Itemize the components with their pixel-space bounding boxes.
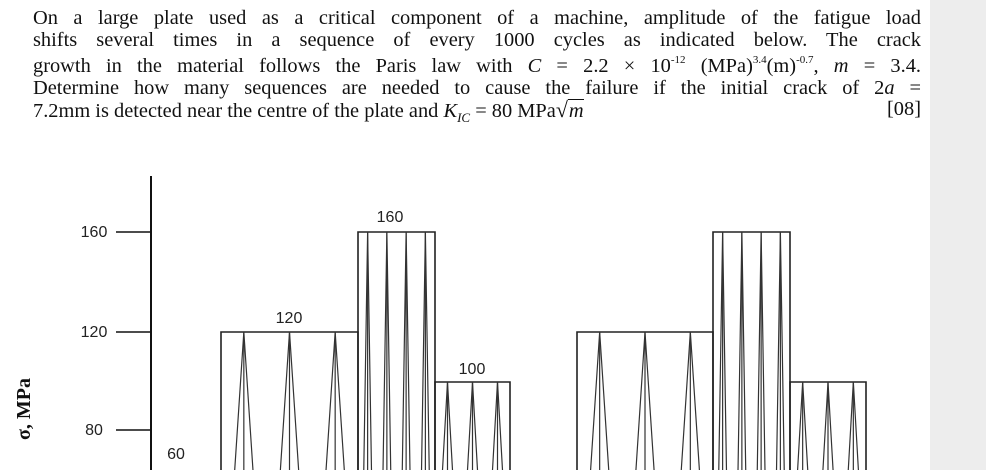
marks-label: [08] bbox=[887, 98, 921, 121]
block-value-label: 160 bbox=[376, 209, 404, 226]
load-block-2 bbox=[221, 310, 358, 470]
block-value-label: 120 bbox=[275, 310, 303, 327]
y-tick-label-80: 80 bbox=[85, 422, 103, 439]
load-block-1 bbox=[167, 446, 185, 463]
load-block-5 bbox=[577, 332, 713, 470]
load-block-4 bbox=[435, 361, 510, 470]
problem-line-2: shifts several times in a sequence of every 1000 cycles as indicated below. The crack bbox=[33, 28, 921, 51]
load-block-3 bbox=[358, 209, 435, 470]
y-axis-label: σ, MPa bbox=[13, 378, 35, 440]
block-value-label: 60 bbox=[167, 446, 185, 463]
problem-line-3: growth in the material follows the Paris law with $C = 2.2 \times 10^{-12}$ $(MPa)^{3.4}(m)^{-0.7}$, m = 3.4. bbox=[33, 54, 921, 77]
problem-line-1: On a large plate used as a critical component of a machine, amplitude of the fatigue load bbox=[33, 7, 921, 29]
load-block-7 bbox=[790, 382, 866, 470]
load-block-6 bbox=[713, 232, 790, 470]
block-value-label: 100 bbox=[458, 361, 486, 378]
problem-line-4: Determine how many sequences are needed to cause the failure if the initial crack of 2a = bbox=[33, 76, 921, 99]
y-tick-label-120: 120 bbox=[80, 324, 108, 341]
problem-line-5: 7.2mm is detected near the centre of the plate and $K_{IC} = 80$ MPa√m [08] bbox=[33, 97, 921, 126]
y-tick-label-160: 160 bbox=[80, 224, 108, 241]
